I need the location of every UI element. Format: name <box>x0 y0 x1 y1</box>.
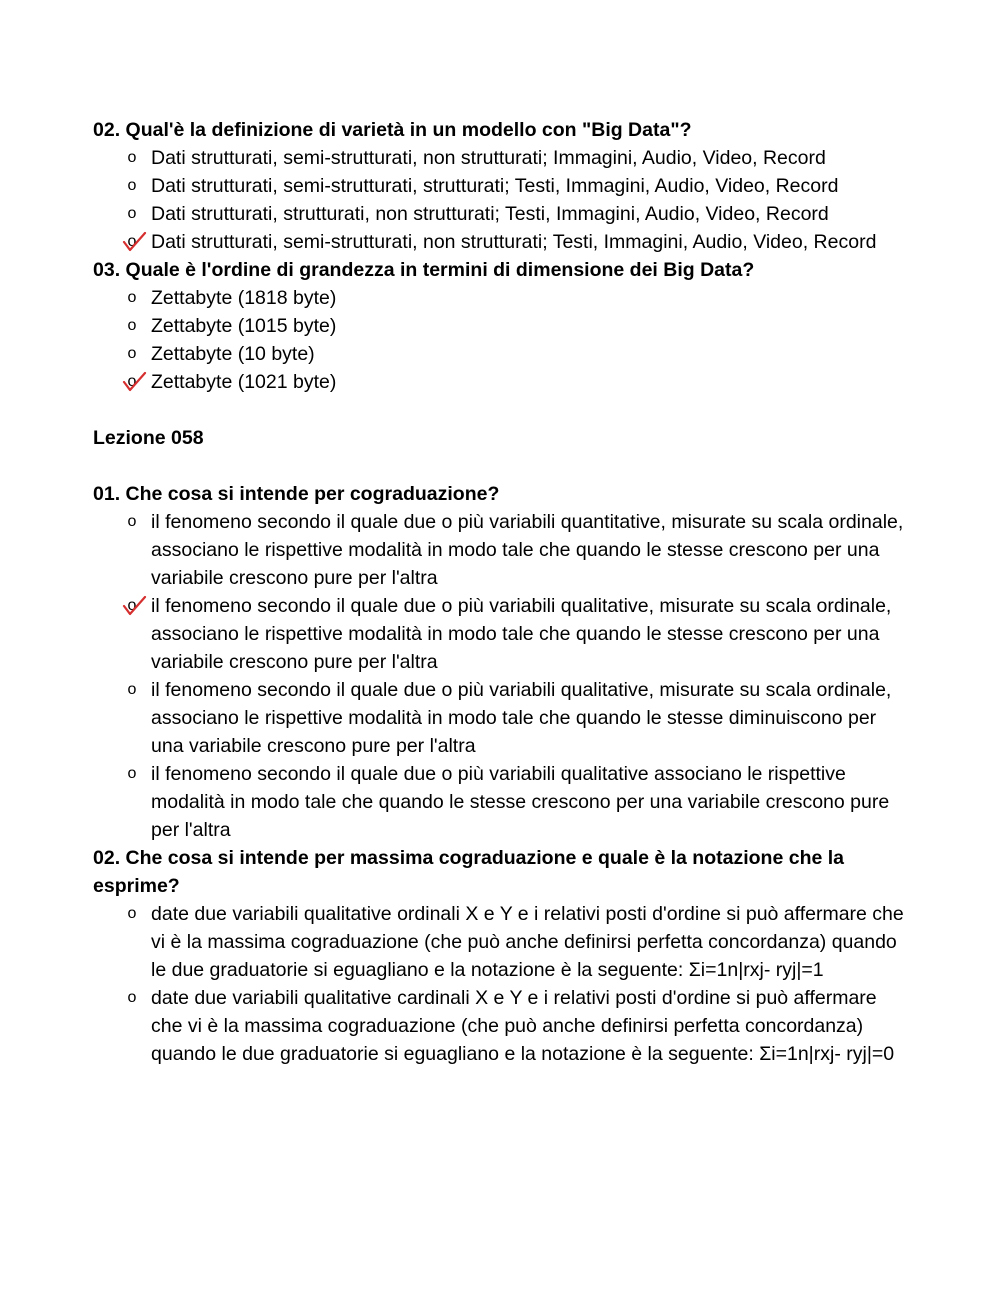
bullet-symbol: o <box>127 149 137 166</box>
answer-option <box>127 312 910 340</box>
answer-option <box>127 760 910 844</box>
answer-option-text: il fenomeno secondo il quale due o più variabili qualitative associano le rispettive modalità in modo tale che quando le stesse crescono per una variabile crescono pure per l'altra <box>151 763 890 841</box>
answer-option-text: il fenomeno secondo il quale due o più variabili qualitative, misurate su scala ordinale, associano le rispettive modalità in modo tale che quando le stesse diminuiscono per una variabile crescono pure per l'altra <box>151 679 892 757</box>
bullet-symbol: o <box>127 765 137 782</box>
question-text: 03. Quale è l'ordine di grandezza in termini di dimensione dei Big Data? <box>93 259 755 281</box>
radio-bullet-icon <box>121 984 143 1012</box>
bullet-symbol: o <box>127 597 137 614</box>
bullet-symbol: o <box>127 205 137 222</box>
radio-bullet-icon <box>121 340 143 368</box>
answer-option-text: Zettabyte (1015 byte) <box>151 315 337 337</box>
answer-option-text: Dati strutturati, semi-strutturati, non strutturati; Immagini, Audio, Video, Record <box>151 147 826 169</box>
radio-bullet-icon <box>121 144 143 172</box>
radio-bullet-icon <box>121 508 143 536</box>
answer-option-text: date due variabili qualitative cardinali X e Y e i relativi posti d'ordine si può affermare che vi è la massima cograduazione (che può anche definirsi perfetta concordanza) quando le due graduatorie si eguagliano e la notazione è la seguente: Σi=1n|rxj- ryj|=0 <box>151 987 895 1065</box>
answer-option-text: date due variabili qualitative ordinali X e Y e i relativi posti d'ordine si può affermare che vi è la massima cograduazione (che può anche definirsi perfetta concordanza) quando le due graduatorie si eguagliano e la notazione è la seguente: Σi=1n|rxj- ryj|=1 <box>151 903 904 981</box>
answer-option-text: Zettabyte (1818 byte) <box>151 287 337 309</box>
answer-option-text: Dati strutturati, semi-strutturati, strutturati; Testi, Immagini, Audio, Video, Record <box>151 175 839 197</box>
bullet-symbol: o <box>127 373 137 390</box>
answer-options <box>93 900 910 1068</box>
checkmark-icon <box>120 230 148 254</box>
answer-options <box>93 508 910 844</box>
answer-option-text: il fenomeno secondo il quale due o più variabili quantitative, misurate su scala ordinale, associano le rispettive modalità in modo tale che quando le stesse crescono per una variabile crescono pure per l'altra <box>151 511 904 589</box>
answer-option <box>127 144 910 172</box>
answer-option <box>127 284 910 312</box>
answer-option <box>127 984 910 1068</box>
radio-bullet-icon <box>121 900 143 928</box>
bullet-symbol: o <box>127 233 137 250</box>
radio-bullet-icon <box>121 284 143 312</box>
answer-option-text: Zettabyte (1021 byte) <box>151 371 337 393</box>
checkmark-icon <box>120 370 148 394</box>
bullet-symbol: o <box>127 317 137 334</box>
radio-bullet-icon <box>121 200 143 228</box>
answer-options <box>93 284 910 396</box>
answer-option <box>127 676 910 760</box>
bullet-symbol: o <box>127 681 137 698</box>
answer-options <box>93 144 910 256</box>
bullet-symbol: o <box>127 345 137 362</box>
answer-option <box>127 508 910 592</box>
question-text: 02. Qual'è la definizione di varietà in un modello con "Big Data"? <box>93 119 692 141</box>
bullet-symbol: o <box>127 513 137 530</box>
lesson-heading: Lezione 058 <box>93 427 204 449</box>
answer-option-correct <box>127 368 910 396</box>
answer-option-text: Dati strutturati, semi-strutturati, non strutturati; Testi, Immagini, Audio, Video, Record <box>151 231 877 253</box>
bullet-symbol: o <box>127 177 137 194</box>
answer-option-text: Zettabyte (10 byte) <box>151 343 315 365</box>
answer-option-correct <box>127 228 910 256</box>
bullet-symbol: o <box>127 905 137 922</box>
answer-option-text: il fenomeno secondo il quale due o più variabili qualitative, misurate su scala ordinale, associano le rispettive modalità in modo tale che quando le stesse crescono per una variabile crescono pure per l'altra <box>151 595 892 673</box>
bullet-symbol: o <box>127 989 137 1006</box>
question-text: 01. Che cosa si intende per cograduazione? <box>93 483 500 505</box>
radio-bullet-icon <box>121 172 143 200</box>
checkmark-icon <box>120 594 148 618</box>
radio-bullet-icon <box>121 312 143 340</box>
bullet-symbol: o <box>127 289 137 306</box>
answer-option-text: Dati strutturati, strutturati, non strutturati; Testi, Immagini, Audio, Video, Record <box>151 203 829 225</box>
question-text: 02. Che cosa si intende per massima cograduazione e quale è la notazione che la esprime? <box>93 847 845 897</box>
answer-option <box>127 200 910 228</box>
radio-bullet-icon <box>121 676 143 704</box>
radio-bullet-icon <box>121 760 143 788</box>
answer-option <box>127 172 910 200</box>
answer-option <box>127 900 910 984</box>
answer-option-correct <box>127 592 910 676</box>
answer-option <box>127 340 910 368</box>
